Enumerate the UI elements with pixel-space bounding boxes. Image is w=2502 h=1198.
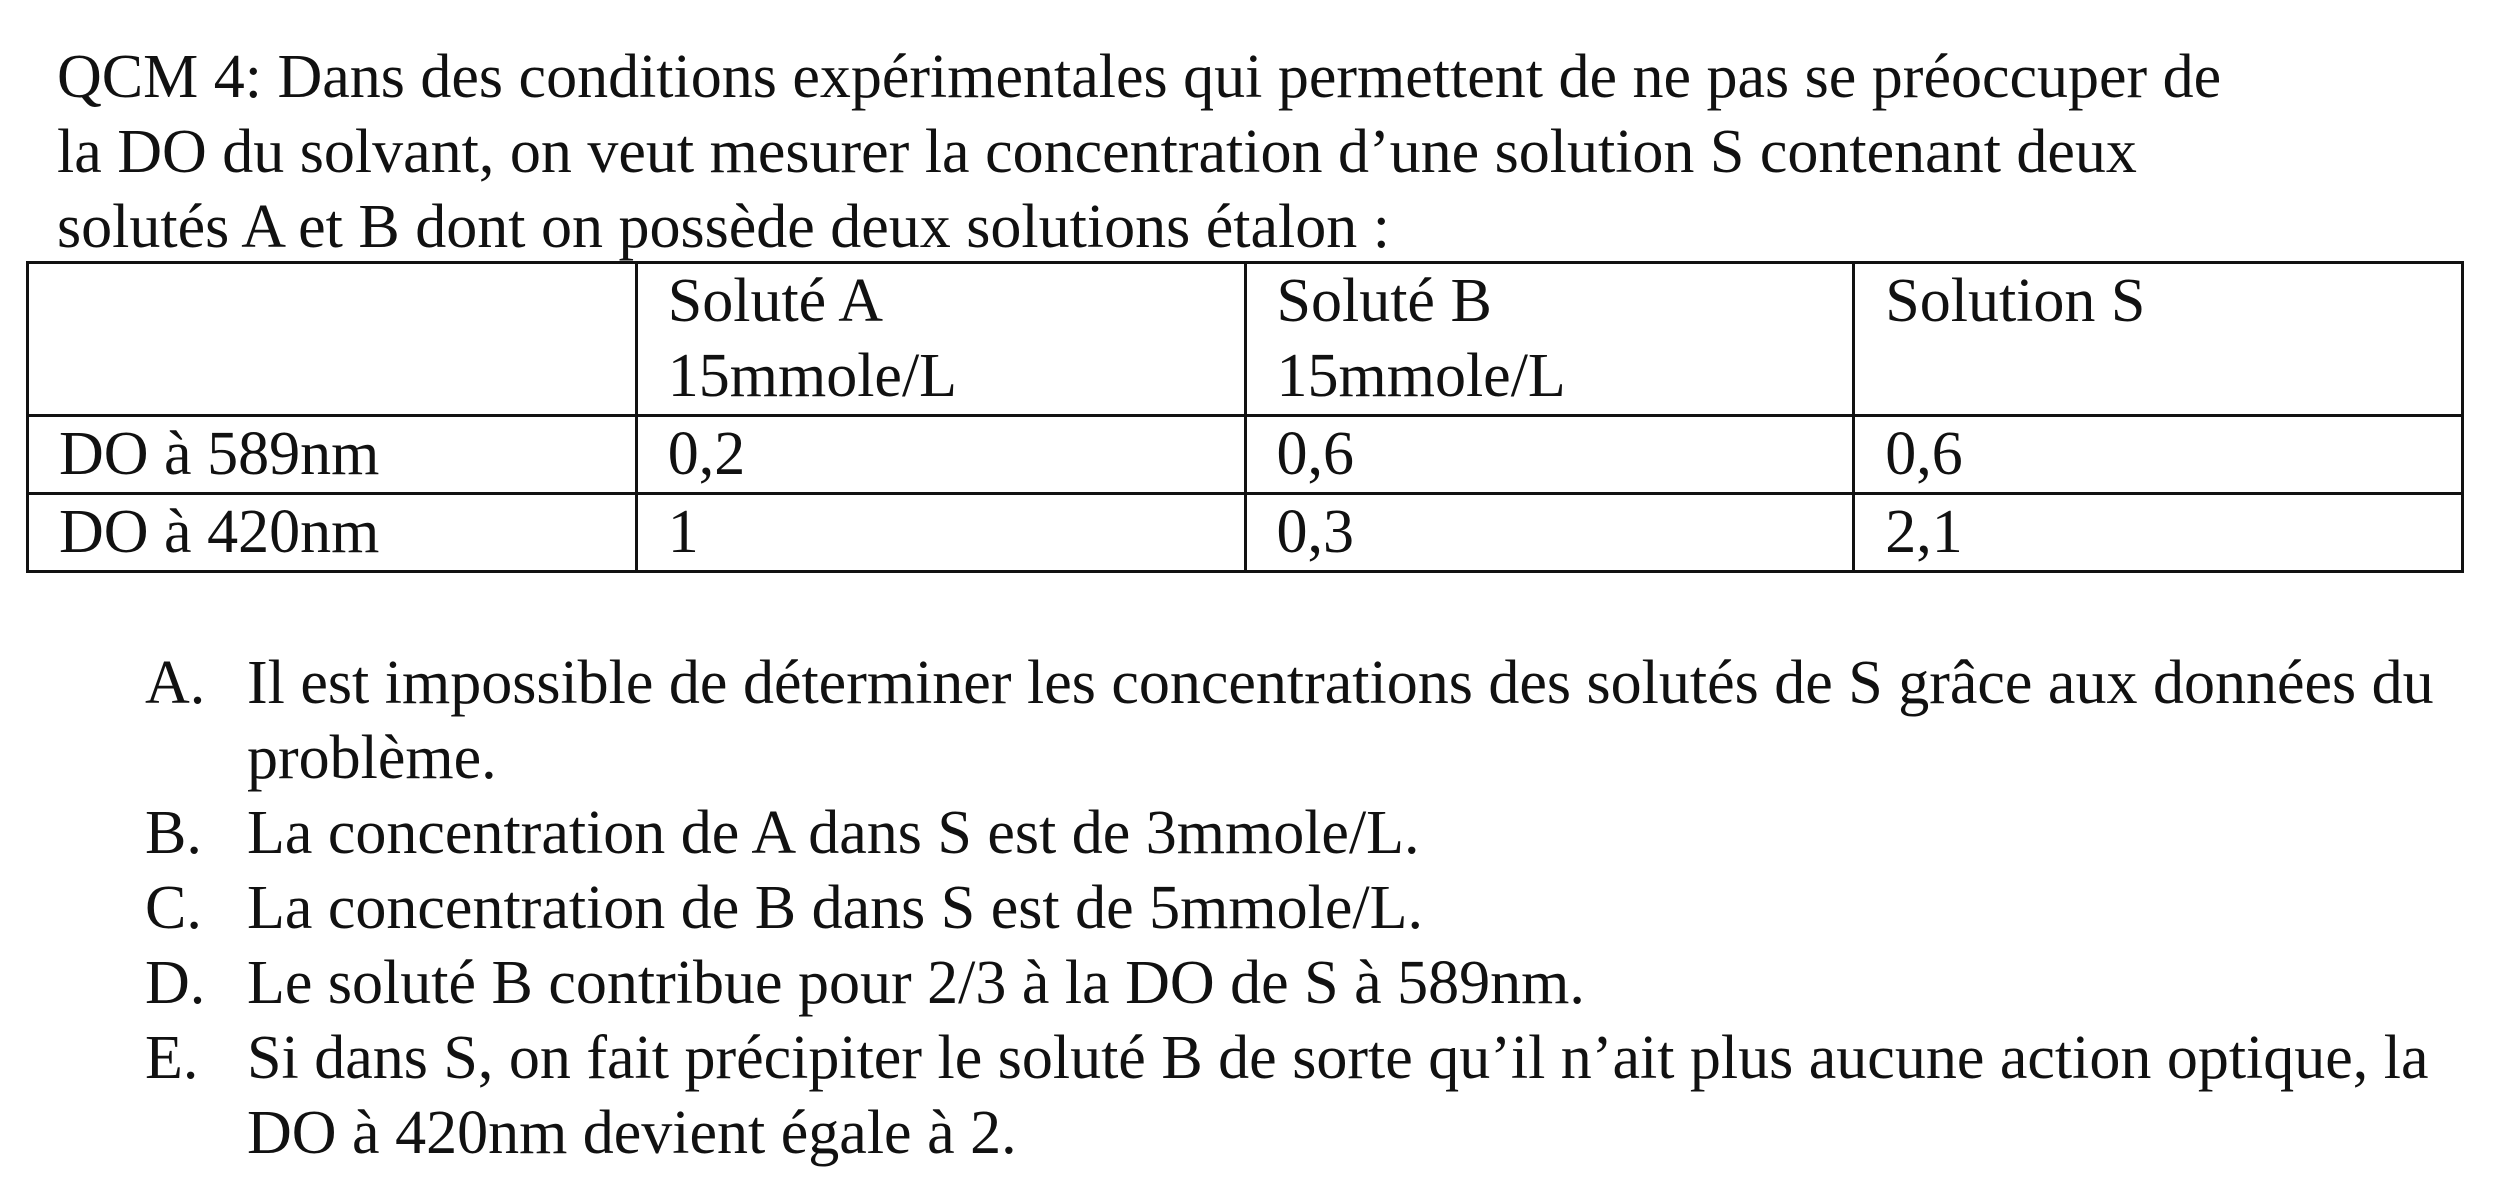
option-text: Le soluté B contribue pour 2/3 à la DO de S à 589nm. <box>247 949 1585 1017</box>
answer-option-a <box>145 646 2445 796</box>
table-cell: 0,6 <box>1245 416 1854 494</box>
table-cell: 0,2 <box>636 416 1245 494</box>
option-text: Il est impossible de déterminer les concentrations des solutés de S grâce aux données du problème. <box>247 649 2434 792</box>
option-text: Si dans S, on fait précipiter le soluté B de sorte qu’il n’ait plus aucune action optique, la DO à 420nm devient égale à 2. <box>247 1024 2429 1167</box>
answer-option-e <box>145 1021 2445 1171</box>
answer-option-d <box>145 946 2445 1021</box>
table-row-label: DO à 589nm <box>28 416 637 494</box>
table-cell: 0,6 <box>1854 416 2463 494</box>
standards-table <box>26 261 2464 573</box>
table-header-cell-solute-a: Soluté A 15mmole/L <box>636 263 1245 416</box>
answer-option-c <box>145 871 2445 946</box>
question-text: QCM 4: Dans des conditions expérimentales qui permettent de ne pas se préoccuper de la DO du solvant, on veut mesurer la concentration d’une solution S contenant deux solutés A et B dont on possède deux solutions étalon : <box>57 43 2222 261</box>
option-text: La concentration de A dans S est de 3mmole/L. <box>247 799 1420 867</box>
answer-option-b <box>145 796 2445 871</box>
table-header-cell-solution-s: Solution S <box>1854 263 2463 416</box>
table-header-cell-solute-b: Soluté B 15mmole/L <box>1245 263 1854 416</box>
table-row <box>28 494 2463 572</box>
table-row-label: DO à 420nm <box>28 494 637 572</box>
option-letter: C. <box>145 874 202 942</box>
table-cell: 2,1 <box>1854 494 2463 572</box>
table-row <box>28 416 2463 494</box>
table-header-cell-empty <box>28 263 637 416</box>
option-letter: D. <box>145 949 206 1017</box>
option-letter: E. <box>145 1024 199 1092</box>
table-cell: 0,3 <box>1245 494 1854 572</box>
table-cell: 1 <box>636 494 1245 572</box>
option-letter: B. <box>145 799 202 867</box>
option-text: La concentration de B dans S est de 5mmole/L. <box>247 874 1423 942</box>
option-letter: A. <box>145 649 206 717</box>
answer-options-list <box>145 646 2445 1171</box>
table-header-row <box>28 263 2463 416</box>
